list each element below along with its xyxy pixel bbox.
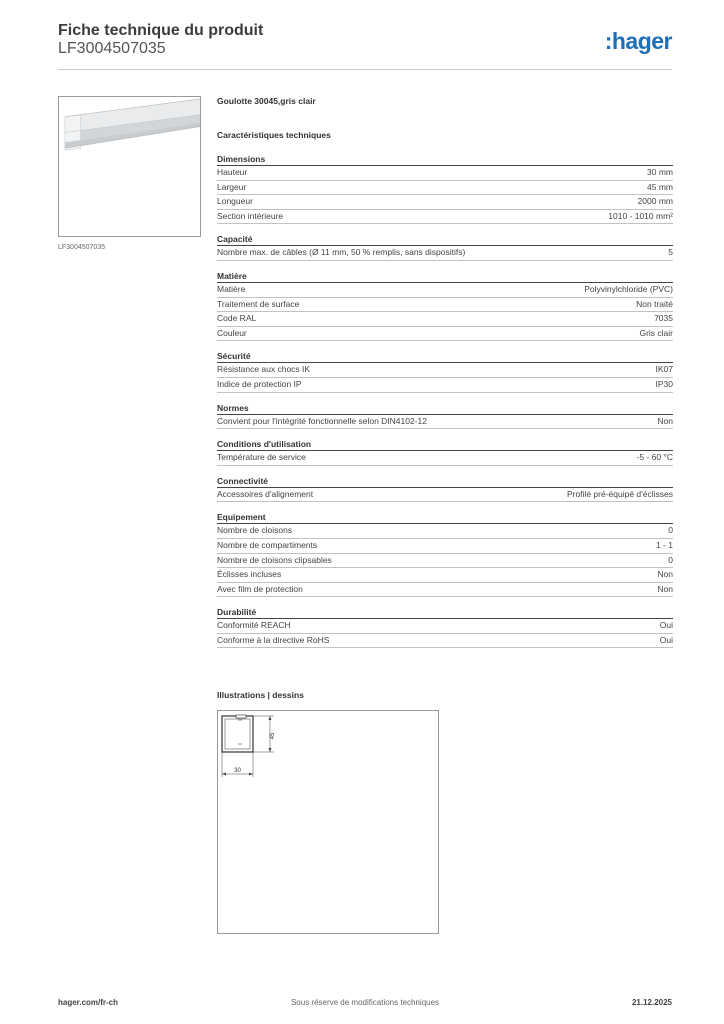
- spec-row: [217, 246, 673, 261]
- technical-drawing: [217, 710, 439, 934]
- spec-label: Conformité REACH: [217, 620, 291, 631]
- spec-label: Avec film de protection: [217, 583, 303, 594]
- spec-value: 1 - 1: [655, 539, 673, 550]
- spec-value: -5 - 60 °C: [636, 452, 673, 463]
- spec-value: Non: [657, 415, 673, 426]
- spec-value: 2000 mm: [637, 196, 673, 207]
- spec-row: [217, 451, 673, 466]
- product-specs: [217, 96, 673, 648]
- product-name: Goulotte 30045,gris clair: [217, 96, 316, 106]
- spec-value: Non: [657, 569, 673, 580]
- spec-row: [217, 327, 673, 342]
- spec-label: Code RAL: [217, 313, 257, 324]
- footer-website: hager.com/fr-ch: [58, 998, 119, 1007]
- spec-value: 1010 - 1010 mm²: [608, 210, 673, 221]
- spec-row: [217, 312, 673, 327]
- spec-label: Largeur: [217, 181, 247, 192]
- spec-row: [217, 195, 673, 210]
- spec-label: Indice de protection IP: [217, 378, 302, 389]
- spec-row: [217, 378, 673, 393]
- spec-row: [217, 583, 673, 598]
- spec-value: 5: [668, 247, 673, 258]
- spec-value: Polyvinylchloride (PVC): [584, 283, 673, 294]
- spec-row: [217, 363, 673, 378]
- spec-row: [217, 554, 673, 569]
- section-title: Sécurité: [217, 351, 673, 363]
- image-caption: LF3004507035: [58, 244, 106, 251]
- spec-label: Longueur: [217, 196, 253, 207]
- section-title: Matière: [217, 271, 673, 283]
- footer-disclaimer: Sous réserve de modifications techniques: [290, 998, 440, 1007]
- section-title: Equipement: [217, 512, 673, 524]
- spec-label: Éclisses incluses: [217, 569, 282, 580]
- spec-value: 45 mm: [647, 181, 673, 192]
- section-title: Capacité: [217, 234, 673, 246]
- spec-label: Nombre de cloisons clipsables: [217, 554, 332, 565]
- spec-value: 0: [668, 525, 673, 536]
- spec-label: Hauteur: [217, 167, 248, 177]
- spec-value: IP30: [655, 378, 673, 389]
- spec-label: Conforme à la directive RoHS: [217, 634, 330, 645]
- spec-row: [217, 298, 673, 313]
- spec-label: Accessoires d'alignement: [217, 488, 314, 499]
- spec-value: 7035: [654, 313, 673, 324]
- cross-section-drawing: [218, 711, 440, 935]
- hager-logo: :hager: [604, 28, 672, 54]
- height-dimension-label: 45: [270, 732, 276, 740]
- spec-label: Nombre de cloisons: [217, 525, 293, 536]
- spec-row: [217, 283, 673, 298]
- spec-label: Traitement de surface: [217, 298, 300, 309]
- spec-label: Convient pour l'intégrité fonctionnelle selon DIN4102-12: [217, 415, 428, 426]
- page-title: Fiche technique du produit: [58, 22, 264, 39]
- section-title: Conditions d'utilisation: [217, 439, 673, 451]
- spec-label: Nombre max. de câbles (Ø 11 mm, 50 % remplis, sans dispositifs): [217, 247, 466, 258]
- cable-trunking-image: [59, 97, 200, 236]
- spec-label: Couleur: [217, 327, 247, 338]
- section-title: Normes: [217, 403, 673, 415]
- spec-row: [217, 539, 673, 554]
- spec-value: Gris clair: [639, 327, 673, 338]
- technical-characteristics-title: Caractéristiques techniques: [217, 130, 331, 140]
- spec-row: [217, 488, 673, 503]
- spec-sections: [217, 154, 673, 648]
- spec-row: [217, 210, 673, 225]
- section-title: Durabilité: [217, 607, 673, 619]
- spec-label: Température de service: [217, 452, 306, 463]
- spec-value: Non: [657, 583, 673, 594]
- spec-row: [217, 524, 673, 539]
- spec-row: [217, 634, 673, 649]
- spec-value: IK07: [655, 364, 673, 375]
- spec-value: Oui: [659, 634, 673, 645]
- illustrations-title: Illustrations | dessins: [217, 690, 304, 700]
- spec-row: [217, 181, 673, 196]
- spec-value: Oui: [659, 620, 673, 631]
- spec-value: 0: [668, 554, 673, 565]
- section-title: Connectivité: [217, 476, 673, 488]
- spec-label: Nombre de compartiments: [217, 539, 318, 550]
- spec-label: Résistance aux chocs IK: [217, 364, 311, 375]
- footer-date: 21.12.2025: [631, 998, 672, 1007]
- page-header: [58, 22, 672, 70]
- spec-value: Profilé pré-équipé d'éclisses: [566, 488, 673, 499]
- section-title: Dimensions: [217, 154, 673, 166]
- product-photo: [58, 96, 201, 237]
- spec-value: 30 mm: [647, 167, 673, 177]
- spec-label: Matière: [217, 283, 246, 294]
- spec-label: Section intérieure: [217, 210, 284, 221]
- width-dimension-label: 30: [234, 768, 241, 774]
- spec-row: [217, 568, 673, 583]
- spec-value: Non traité: [636, 298, 673, 309]
- product-reference: LF3004507035: [58, 40, 166, 57]
- spec-row: [217, 166, 673, 181]
- spec-row: [217, 619, 673, 634]
- spec-row: [217, 415, 673, 430]
